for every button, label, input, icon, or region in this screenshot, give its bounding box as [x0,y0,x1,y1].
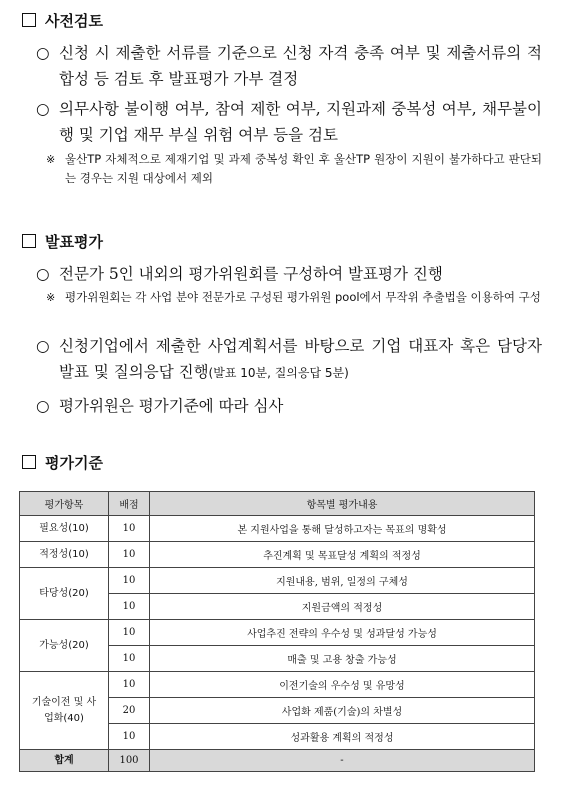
table-row [20,620,535,646]
reference-mark-icon: ※ [46,153,56,166]
note-item [46,150,542,188]
bullet-item [36,40,542,92]
checkbox-square-icon [22,234,36,248]
table-row [20,516,535,542]
table-row [20,568,535,594]
bullet-item [36,393,542,419]
note-text: 평가위원회는 각 사업 분야 전문가로 구성된 평가위원 pool에서 무작위 추출법을 이용하여 구성 [65,290,541,304]
checkbox-square-icon [22,455,36,469]
total-score-cell: 100 [109,750,150,772]
section-title: 발표평가 [45,233,103,251]
table-row [20,672,535,698]
content-cell: 이전기술의 우수성 및 유망성 [150,672,535,698]
bullet-text [59,333,542,386]
bullet-item [36,333,542,386]
bullet-text: 의무사항 불이행 여부, 참여 제한 여부, 지원과제 중복성 여부, 채무불이행 및 기업 재무 부실 위험 여부 등을 검토 [59,100,542,144]
content-cell: 추진계획 및 목표달성 계획의 적정성 [150,542,535,568]
content-cell: 지원내용, 범위, 일정의 구체성 [150,568,535,594]
header-score: 배점 [109,492,150,516]
section-heading-pre-review [22,10,103,31]
reference-mark-icon: ※ [46,291,56,304]
bullet-text: 신청 시 제출한 서류를 기준으로 신청 자격 충족 여부 및 제출서류의 적합성 등 검토 후 발표평가 가부 결정 [59,44,542,88]
section-heading-presentation [22,231,103,252]
bullet-item [36,96,542,148]
checkbox-square-icon [22,13,36,27]
bullet-text: 평가위원은 평가기준에 따라 심사 [59,397,284,415]
bullet-main-text: 신청기업에서 제출한 사업계획서를 바탕으로 기업 대표자 혹은 담당자 발표 및 질의응답 진행 [59,337,542,381]
content-cell: 사업추진 전략의 우수성 및 성과달성 가능성 [150,620,535,646]
score-cell: 10 [109,724,150,750]
section-title: 사전검토 [45,12,103,30]
criteria-item-cell: 적정성(10) [20,542,109,568]
criteria-item-cell: 필요성(10) [20,516,109,542]
evaluation-criteria-table [19,491,535,772]
note-item [46,288,542,307]
section-title: 평가기준 [45,454,103,472]
content-cell: 본 지원사업을 통해 달성하고자는 목표의 명확성 [150,516,535,542]
content-cell: 매출 및 고용 창출 가능성 [150,646,535,672]
circle-bullet-icon: ○ [36,265,50,283]
circle-bullet-icon: ○ [36,44,50,62]
score-cell: 10 [109,568,150,594]
table-header-row [20,492,535,516]
score-cell: 10 [109,620,150,646]
note-text: 울산TP 자체적으로 제재기업 및 과제 중복성 확인 후 울산TP 원장이 지원이 불가하다고 판단되는 경우는 지원 대상에서 제외 [65,152,542,185]
criteria-item-cell: 타당성(20) [20,568,109,620]
bullet-item [36,261,542,287]
score-cell: 10 [109,542,150,568]
score-cell: 10 [109,594,150,620]
content-cell: 사업화 제품(기술)의 차별성 [150,698,535,724]
score-cell: 10 [109,516,150,542]
bullet-text: 전문가 5인 내외의 평가위원회를 구성하여 발표평가 진행 [59,265,443,283]
content-cell: 성과활용 계획의 적정성 [150,724,535,750]
circle-bullet-icon: ○ [36,100,50,118]
total-item-cell: 합계 [20,750,109,772]
criteria-item-cell: 가능성(20) [20,620,109,672]
score-cell: 10 [109,646,150,672]
section-heading-criteria [22,452,103,473]
header-content: 항목별 평가내용 [150,492,535,516]
table-total-row [20,750,535,772]
circle-bullet-icon: ○ [36,397,50,415]
criteria-item-cell: 기술이전 및 사업화(40) [20,672,109,750]
content-cell: 지원금액의 적정성 [150,594,535,620]
circle-bullet-icon: ○ [36,337,50,355]
total-content-cell: - [150,750,535,772]
bullet-small-text: (발표 10분, 질의응답 5분) [208,366,349,380]
table-row [20,542,535,568]
header-item: 평가항목 [20,492,109,516]
score-cell: 10 [109,672,150,698]
score-cell: 20 [109,698,150,724]
